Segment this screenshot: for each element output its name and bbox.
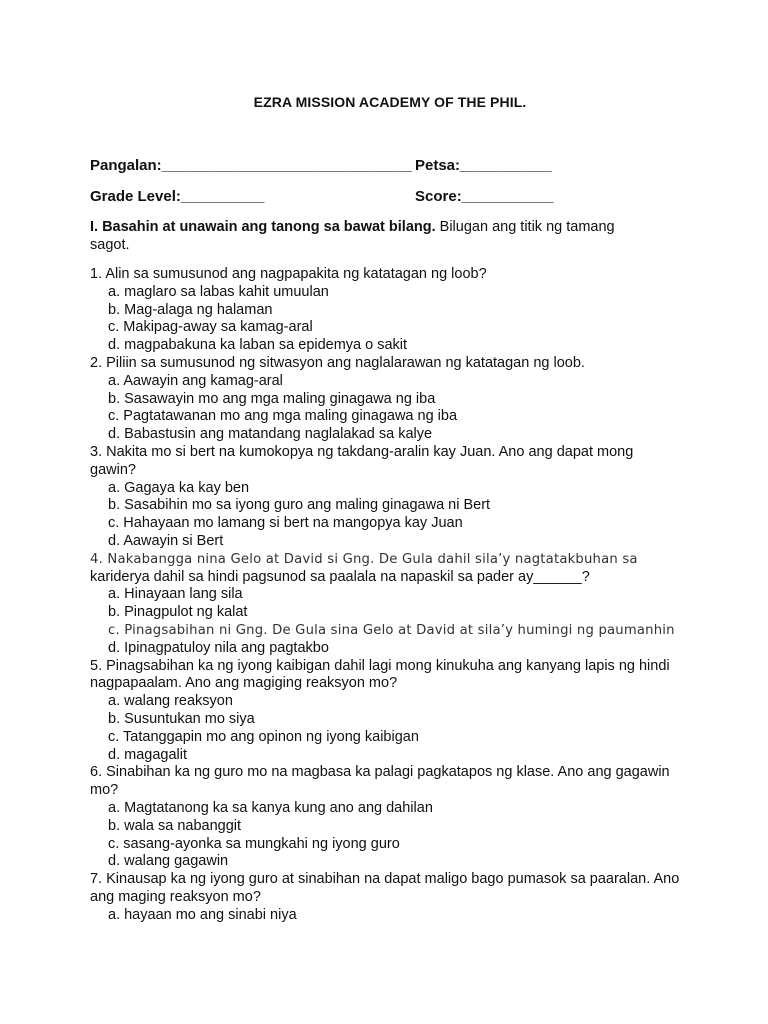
option-c: c. Makipag-away sa kamag-aral [108, 319, 313, 336]
date-field: Petsa:___________ [415, 157, 552, 174]
question-5 [90, 658, 680, 765]
option-d: d. Ipinagpatuloy nila ang pagtakbo [108, 639, 329, 656]
question-text: 1. Alin sa sumusunod ang nagpapakita ng katatagan ng loob? [90, 266, 487, 282]
instruction-text: Bilugan ang titik ng tamang sagot. [90, 219, 615, 253]
option-c: c. sasang-ayonka sa mungkahi ng iyong guro [108, 835, 400, 852]
option-b: b. Sasabihin mo sa iyong guro ang maling ginagawa ni Bert [108, 497, 491, 514]
question-text-line-1: 4. Nakabangga nina Gelo at David si Gng. De Gula dahil sila’y nagtatakbuhan sa [90, 551, 638, 567]
name-date-row [90, 157, 690, 177]
option-a: a. Aawayin ang kamag-aral [108, 372, 283, 389]
option-d: d. walang gagawin [108, 853, 229, 870]
option-d: d. magagalit [108, 746, 187, 763]
question-text: 2. Piliin sa sumusunod ng sitwasyon ang naglalarawan ng katatagan ng loob. [90, 354, 585, 371]
question-text-line-2: kariderya dahil sa hindi pagsunod sa paalala na napaskil sa pader ay______? [90, 568, 590, 585]
option-a: a. walang reaksyon [108, 693, 233, 710]
question-6 [90, 764, 680, 871]
question-list [90, 266, 680, 924]
option-b: b. Mag-alaga ng halaman [108, 301, 273, 318]
option-d: d. Aawayin si Bert [108, 532, 224, 549]
question-text: 3. Nakita mo si bert na kumokopya ng takdang-aralin kay Juan. Ano ang dapat mong gawin? [90, 443, 634, 478]
option-a: a. hayaan mo ang sinabi niya [108, 906, 297, 923]
grade-level-field: Grade Level:__________ [90, 188, 265, 205]
option-c: c. Tatanggapin mo ang opinon ng iyong kaibigan [108, 728, 419, 745]
instruction [90, 218, 650, 254]
school-name: EZRA MISSION ACADEMY OF THE PHIL. [253, 94, 527, 110]
instruction-heading: I. Basahin at unawain ang tanong sa bawat bilang. [90, 219, 436, 235]
option-c: c. Pagtatawanan mo ang mga maling ginagawa ng iba [108, 408, 458, 425]
question-text: 5. Pinagsabihan ka ng iyong kaibigan dahil lagi mong kinukuha ang kanyang lapis ng hindi nagpapaalam. Ano ang magiging reaksyon mo? [90, 657, 670, 692]
option-a: a. Gagaya ka kay ben [108, 479, 250, 496]
question-1 [90, 266, 680, 355]
question-text: 7. Kinausap ka ng iyong guro at sinabihan na dapat maligo bago pumasok sa paaralan. Ano ang maging reaksyon mo? [90, 871, 680, 905]
question-4 [90, 551, 680, 658]
name-field: Pangalan:______________________________ [90, 157, 412, 174]
option-a: a. maglaro sa labas kahit umuulan [108, 283, 329, 300]
question-2 [90, 355, 680, 444]
option-c: c. Hahayaan mo lamang si bert na mangopya kay Juan [108, 515, 463, 532]
score-field: Score:___________ [415, 188, 554, 205]
grade-score-row [90, 188, 690, 208]
option-b: b. Susuntukan mo siya [108, 710, 255, 727]
option-d: d. magpabakuna ka laban sa epidemya o sakit [108, 337, 408, 354]
option-b: b. wala sa nabanggit [108, 817, 242, 834]
option-c: c. Pinagsabihan ni Gng. De Gula sina Gelo at David at sila’y humingi ng paumanhin [108, 622, 675, 638]
option-a: a. Hinayaan lang sila [108, 586, 243, 603]
option-d: d. Babastusin ang matandang naglalakad sa kalye [108, 426, 433, 443]
option-b: b. Pinagpulot ng kalat [108, 604, 248, 621]
option-a: a. Magtatanong ka sa kanya kung ano ang dahilan [108, 799, 433, 816]
question-text: 6. Sinabihan ka ng guro mo na magbasa ka palagi pagkatapos ng klase. Ano ang gagawin mo? [90, 764, 670, 799]
question-7 [90, 871, 680, 924]
option-b: b. Sasawayin mo ang mga maling ginagawa ng iba [108, 390, 436, 407]
question-3 [90, 444, 680, 551]
